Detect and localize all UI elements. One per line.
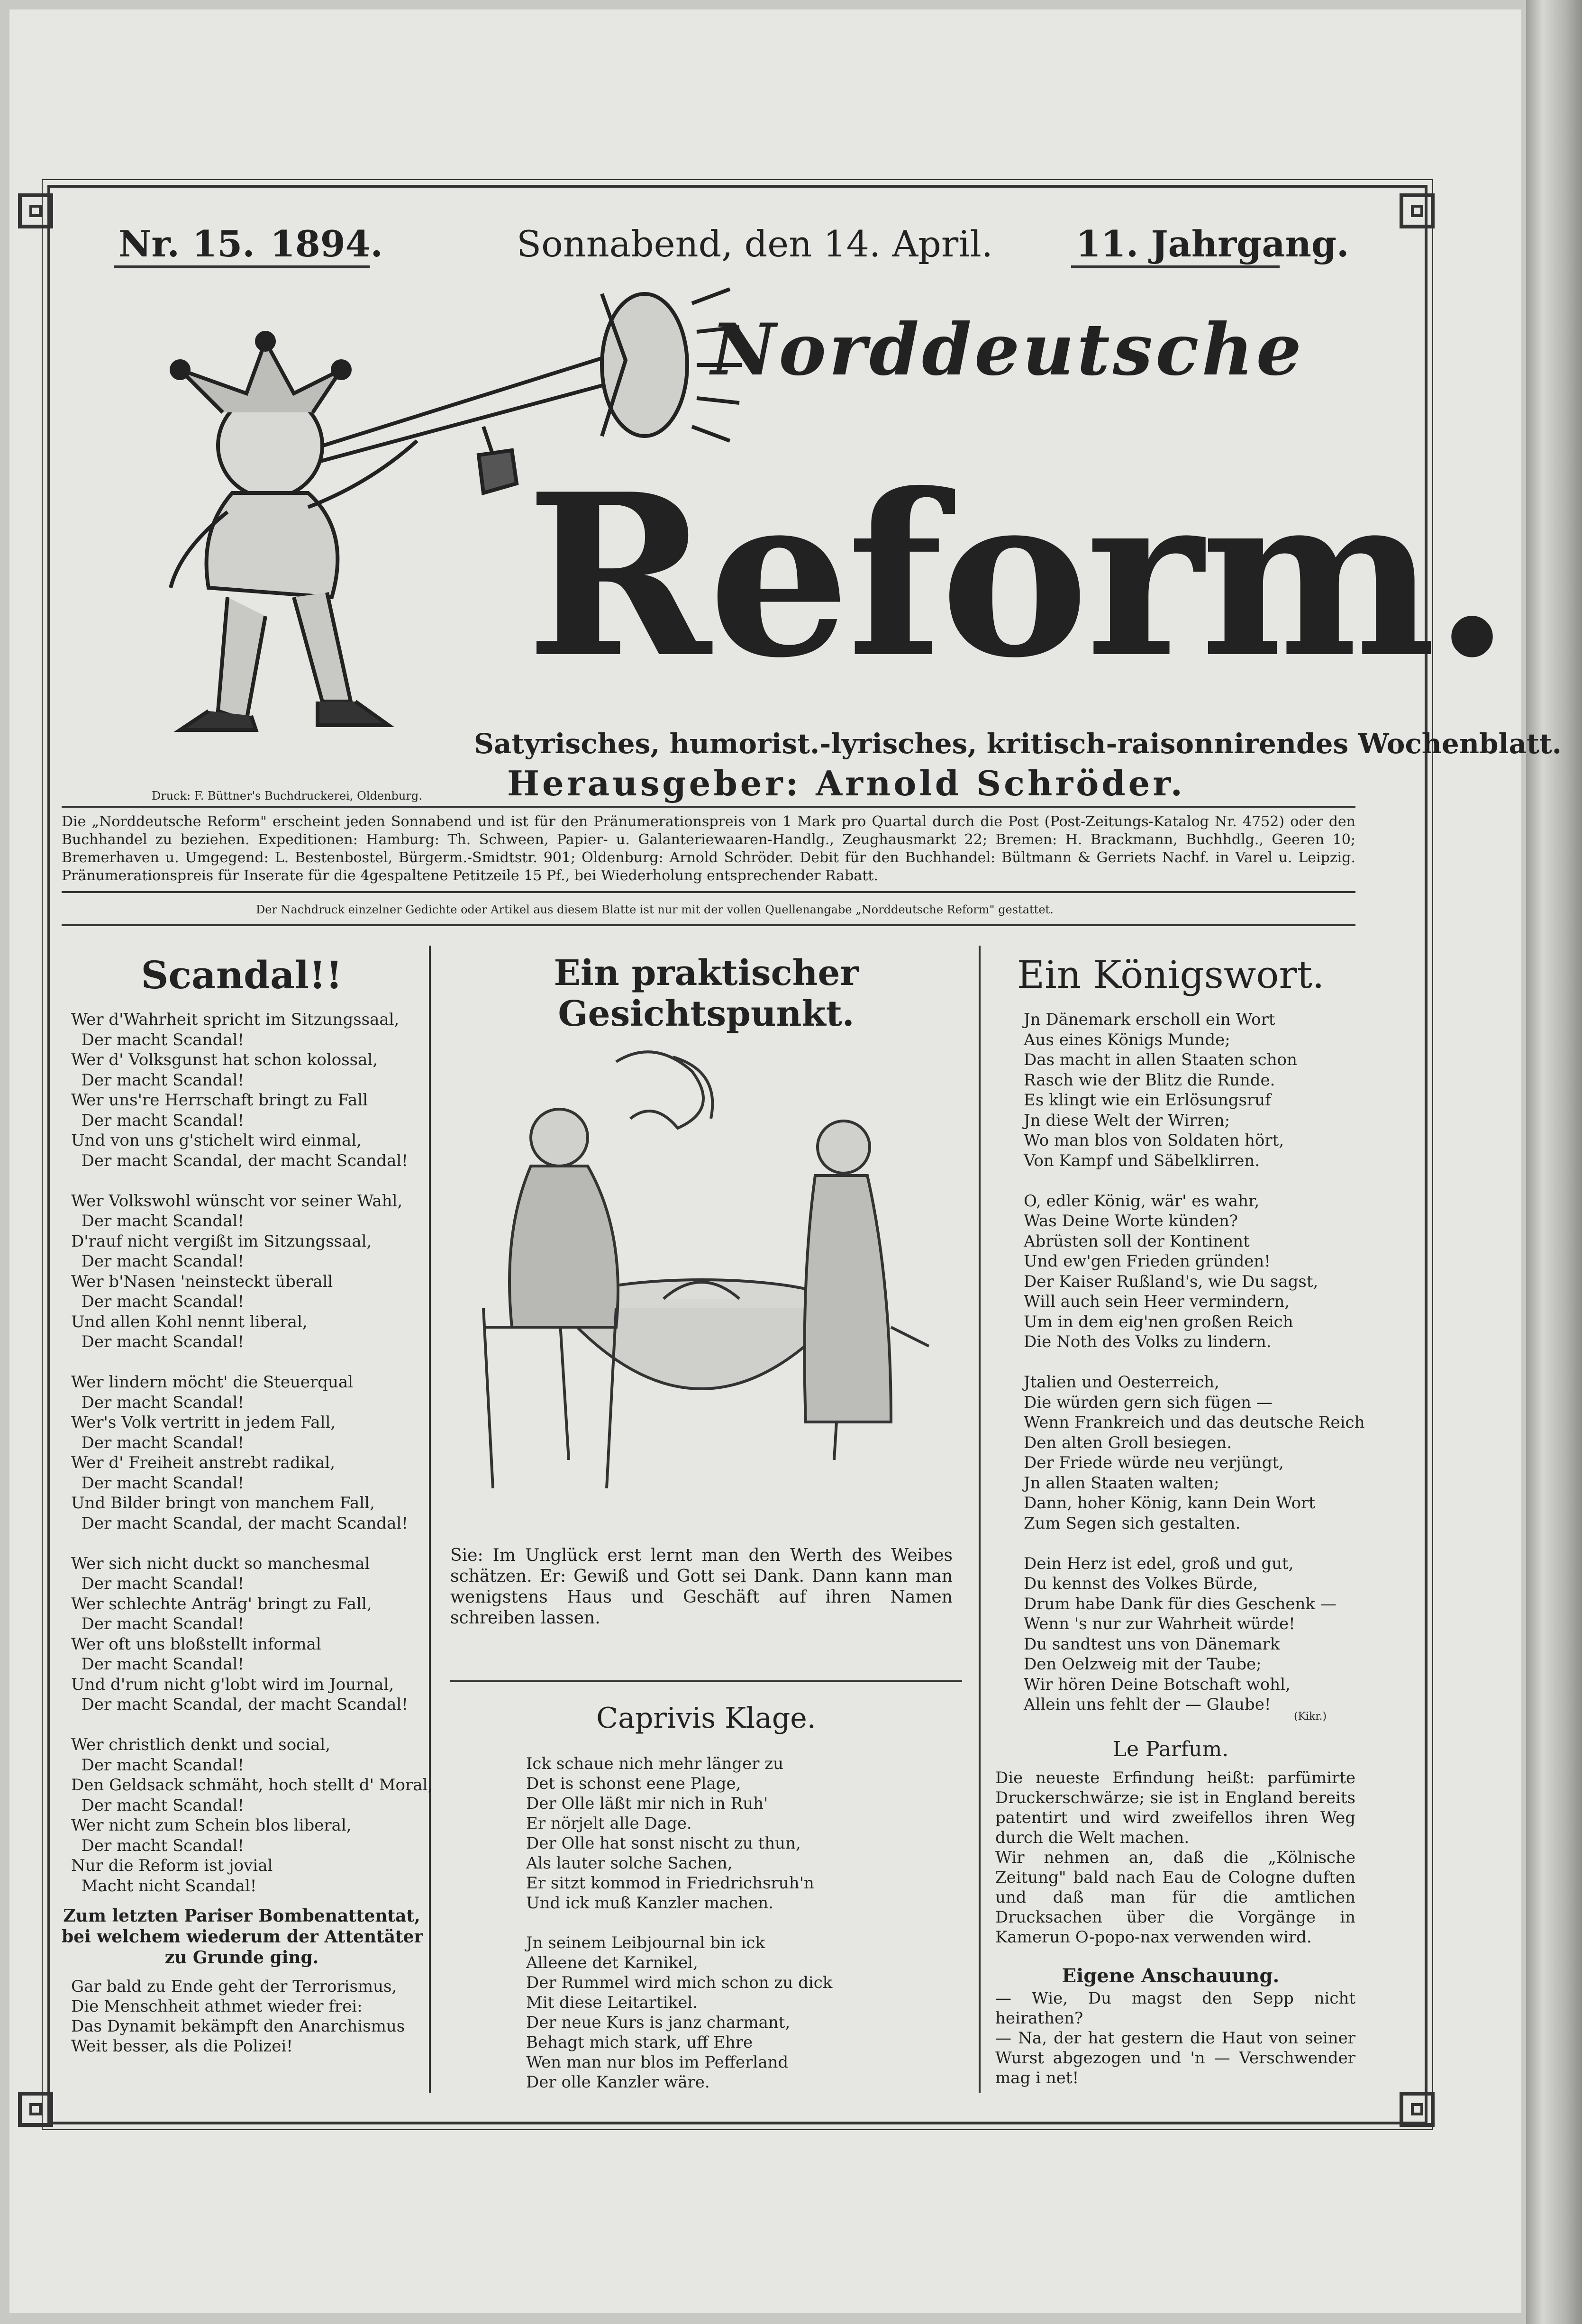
masthead-title-main: Reform. [526,445,1508,707]
divider [450,1680,962,1682]
poem-bombenattentat: Gar bald zu Ende geht der Terrorismus, Die Menschheit athmet wieder frei: Das Dynamit bekämpft den Anarchismus Weit besser, als die Polizei! [71,1977,405,2056]
poem-scandal: Wer d'Wahrheit spricht im Sitzungssaal, Der macht Scandal! Wer d' Volksgunst hat schon kolossal, Der macht Scandal! Wer uns're Herrschaft bringt zu Fall Der macht Scandal! Und von uns g'stichelt wird einmal, Der macht Scandal, der macht Scandal! Wer Volkswohl wünscht vor seiner Wahl, Der macht Scandal! D'rauf nicht vergißt im Sitzungssaal, Der macht Scandal! Wer b'Nasen 'neinsteckt überall Der macht Scandal! Und allen Kohl nennt liberal, Der macht Scandal! Wer lindern möcht' die Steuerqual Der macht Scandal! Wer's Volk vertritt in jedem Fall, Der macht Scandal! Wer d' Freiheit anstrebt radikal, Der macht Scandal! Und Bilder bringt von manchem Fall, Der macht Scandal, der macht Scandal! Wer sich nicht duckt so manchesmal Der macht Scandal! Wer schlechte Anträg' bringt zu Fall, Der macht Scandal! Wer oft uns bloßstellt informal Der macht Scandal! Und d'rum nicht g'lobt wird im Journal, Der macht Scandal, der macht Scandal! Wer christlich denkt und social, Der macht Scandal! Den Geldsack schmäht, hoch stellt d' Moral, Der macht Scandal! Wer nicht zum Schein blos liberal, Der macht Scandal! Nur die Reform ist jovial Macht nicht Scandal! [71,1010,433,1896]
book-spine [1526,0,1582,2324]
issue-number: Nr. 15. [118,223,255,265]
poem-signature: (Kikr.) [1294,1711,1327,1722]
printer-credit: Druck: F. Büttner's Buchdruckerei, Oldenburg. [152,789,422,802]
header-underline [114,265,370,268]
masthead-title-top: Norddeutsche [711,308,1305,392]
couple-illustration [474,1043,948,1498]
divider [62,806,1355,808]
masthead-publisher: Herausgeber: Arnold Schröder. [507,763,1185,803]
article-parfum: Die neueste Erfindung heißt: parfümirte Druckerschwärze; sie ist in England bereits patentirt und wird zweifellos ihren Weg durch die Welt machen. Wir nehmen an, daß die „Kölnische Zeitung" bald nach Eau de Cologne duften und daß man für die amtlichen Drucksachen über die Vorgänge in Kamerun O-popo-nax verwenden wird. [995,1768,1355,1947]
reprint-notice: Der Nachdruck einzelner Gedichte oder Artikel aus diesem Blatte ist nur mit der vollen Quellenangabe „Norddeutsche Reform" gestattet. [256,903,1054,916]
divider [62,891,1355,893]
article-title-koenigswort: Ein Königswort. [1017,953,1325,997]
article-title-parfum: Le Parfum. [1112,1737,1229,1761]
ornament-corner [9,185,62,237]
subscription-info: Die „Norddeutsche Reform" erscheint jeden Sonnabend und ist für den Pränumerationspreis von 1 Mark pro Quartal durch die Post (Post-Zeitungs-Katalog Nr. 4752) oder den Buchhandel zu beziehen. Expeditionen: Hamburg: Th. Schween, Papier- u. Galanteriewaaren-Handlg., Zeughausmarkt 22; Bremen: H. Brackmann, Buchhdlg., Geeren 10; Bremerhaven u. Umgegend: L. Bestenbostel, Bürgerm.-Smidtstr. 901; Oldenburg: Arnold Schröder. Debit für den Buchhandel: Bültmann & Gerriets Nachf. in Varel u. Leipzig. Pränumerationspreis für Inserate für die 4gespaltene Petitzeile 15 Pf., bei Wiederholung entsprechender Rabatt. [62,813,1355,884]
column-divider [979,946,981,2093]
poem-title-caprivi: Caprivis Klage. [596,1702,816,1735]
article-title-anschauung: Eigene Anschauung. [1062,1965,1280,1987]
article-anschauung: — Wie, Du magst den Sepp nicht heirathen? — Na, der hat gestern die Haut von seiner Wurst abgezogen und 'n — Verschwender mag i net! [995,1989,1355,2087]
ornament-corner [1391,185,1443,237]
issue-volume: 11. Jahrgang. [1076,223,1349,265]
cartoon-caption: Sie: Im Unglück erst lernt man den Werth des Weibes schätzen. Er: Gewiß und Gott sei Dank. Dann kann man wenigstens Haus und Geschäft auf ihren Namen schreiben lassen. [450,1546,953,1628]
header-underline [1071,265,1280,268]
ornament-corner [1391,2083,1443,2135]
poem-koenigswort: Jn Dänemark erscholl ein Wort Aus eines Königs Munde; Das macht in allen Staaten schon Rasch wie der Blitz die Runde. Es klingt wie ein Erlösungsruf Jn diese Welt der Wirren; Wo man blos von Soldaten hört, Von Kampf und Säbelklirren. O, edler König, wär' es wahr, Was Deine Worte künden? Abrüsten soll der Kontinent Und ew'gen Frieden gründen! Der Kaiser Rußland's, wie Du sagst, Will auch sein Heer vermindern, Um in dem eig'nen großen Reich Die Noth des Volks zu lindern. Jtalien und Oesterreich, Die würden gern sich fügen — Wenn Frankreich und das deutsche Reich Den alten Groll besiegen. Der Friede würde neu verjüngt, Jn allen Staaten walten; Dann, hoher König, kann Dein Wort Zum Segen sich gestalten. Dein Herz ist edel, groß und gut, Du kennst des Volkes Bürde, Drum habe Dank für dies Geschenk — Wenn 's nur zur Wahrheit würde! Du sandtest uns von Dänemark Den Oelzweig mit der Taube; Wir hören Deine Botschaft wohl, Allein uns fehlt der — Glaube! [1024,1010,1365,1714]
masthead-subtitle: Satyrisches, humorist.-lyrisches, kritisch-raisonnirendes Wochenblatt. [474,728,1562,760]
ornament-corner [9,2083,62,2135]
poem-caprivi: Ick schaue nich mehr länger zu Det is schonst eene Plage, Der Olle läßt mir nich in Ruh' Er nörjelt alle Dage. Der Olle hat sonst nischt zu thun, Als lauter solche Sachen, Er sitzt kommod in Friedrichsruh'n Und ick muß Kanzler machen. Jn seinem Leibjournal bin ick Alleene det Karnikel, Der Rummel wird mich schon zu dick Mit diese Leitartikel. Der neue Kurs is janz charmant, Behagt mich stark, uff Ehre Wen man nur blos im Pefferland Der olle Kanzler wäre. [526,1754,833,2092]
article-title-gesichtspunkt: Ein praktischer Gesichtspunkt. [554,953,859,1034]
issue-date: Sonnabend, den 14. April. [517,223,993,265]
article-title-bombenattentat: Zum letzten Pariser Bombenattentat, bei welchem wiederum der Attentäter zu Grunde ging. [62,1906,423,1968]
article-title-scandal: Scandal!! [141,953,343,997]
issue-year: 1894. [270,223,383,265]
divider [62,924,1355,926]
